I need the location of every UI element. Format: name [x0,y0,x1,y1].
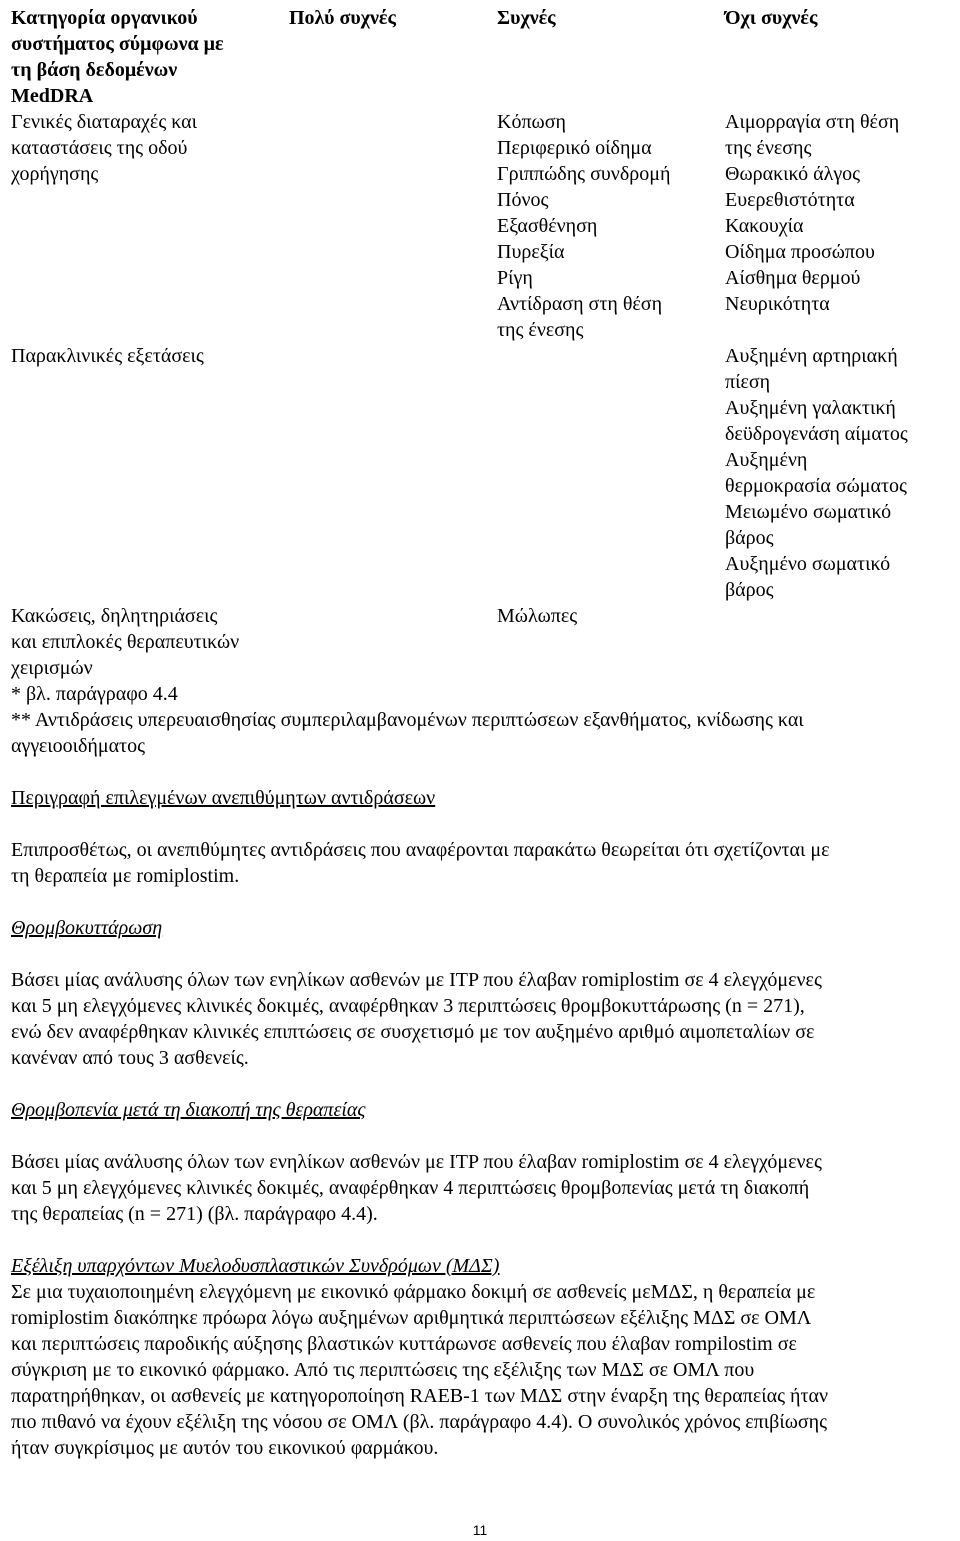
thrombocytopenia-heading: Θρομβοπενία μετά τη διακοπή της θεραπείας [11,1099,366,1121]
header-very-common: Πολύ συχνές [289,7,396,29]
header-category: Κατηγορία οργανικού συστήματος σύμφωνα με τη βάση δεδομένων MedDRA [11,7,224,107]
uncommon-cell [725,603,946,681]
very-common-cell [289,343,497,603]
thrombocytopenia-paragraph: Βάσει μίας ανάλυσης όλων των ενηλίκων ασθενών με ITP που έλαβαν romiplostim σε 4 ελεγχόμενες και 5 μη ελεγχόμενες κλινικές δοκιμές, αναφέρθηκαν 4 περιπτώσεις θρομβοπενίας μετά τη διακοπή της θεραπείας (n = 271) (βλ. παράγραφο 4.4). [11,1151,822,1225]
page-number: 11 [472,1522,488,1538]
very-common-cell [289,109,497,343]
uncommon-cell: Αυξημένη αρτηριακή πίεση Αυξημένη γαλακτική δεϋδρογενάση αίματος Αυξημένη θερμοκρασία σώματος Μειωμένο σωματικό βάρος Αυξημένο σωματικό βάρος [725,345,908,601]
table-row [11,603,946,681]
mds-heading: Εξέλιξη υπαρχόντων Μυελοδυσπλαστικών Συνδρόμων (ΜΔΣ) [11,1255,500,1277]
adverse-reactions-table [11,5,946,681]
table-row [11,109,946,343]
common-cell: Κόπωση Περιφερικό οίδημα Γριππώδης συνδρομή Πόνος Εξασθένηση Πυρεξία Ρίγη Αντίδραση στη θέση της ένεσης [497,111,671,341]
category-cell: Γενικές διαταραχές και καταστάσεις της οδού χορήγησης [11,111,197,185]
table-footnotes [11,681,946,759]
very-common-cell [289,603,497,681]
uncommon-cell: Αιμορραγία στη θέση της ένεσης Θωρακικό άλγος Ευερεθιστότητα Κακουχία Οίδημα προσώπου Αίσθημα θερμού Νευρικότητα [725,111,900,315]
common-cell: Μώλωπες [497,605,578,627]
footnote-2: ** Αντιδράσεις υπερευαισθησίας συμπεριλαμβανομένων περιπτώσεων εξανθήματος, κνίδωσης και [11,709,804,731]
common-cell [497,343,725,603]
table-header-row [11,5,946,109]
category-cell: Κακώσεις, δηλητηριάσεις και επιπλοκές θεραπευτικών χειρισμών [11,605,240,679]
document-page [11,5,946,1461]
thrombocytosis-heading: Θρομβοκυττάρωση [11,917,163,939]
selected-reactions-heading: Περιγραφή επιλεγμένων ανεπιθύμητων αντιδράσεων [11,787,436,809]
footnote-1: * βλ. παράγραφο 4.4 [11,683,178,705]
header-common: Συχνές [497,7,556,29]
category-cell: Παρακλινικές εξετάσεις [11,345,204,367]
mds-paragraph: Σε μια τυχαιοποιημένη ελεγχόμενη με εικονικό φάρμακο δοκιμή σε ασθενείς μεΜΔΣ, η θεραπεία με romiplostim διακόπηκε πρόωρα λόγω αυξημένων αριθμητικά περιπτώσεων εξέλιξης ΜΔΣ σε ΟΜΛ και περιπτώσεις παροδικής αύξησης βλαστικών κυττάρωνσε ασθενείς που έλαβαν rompilostim σε σύγκριση με το εικονικό φάρμακο. Από τις περιπτώσεις της εξέλιξης των ΜΔΣ σε ΟΜΛ που παρατηρήθηκαν, οι ασθενείς με κατηγοροποίηση RAEB-1 των ΜΔΣ στην έναρξη της θεραπείας ήταν πιο πιθανό να έχουν εξέλιξη της νόσου σε ΟΜΛ (βλ. παράγραφο 4.4). Ο συνολικός χρόνος επιβίωσης ήταν συγκρίσιμος με αυτόν του εικονικού φαρμάκου. [11,1281,829,1459]
table-row [11,343,946,603]
header-uncommon: Όχι συχνές [725,7,818,29]
intro-paragraph: Επιπροσθέτως, οι ανεπιθύμητες αντιδράσεις που αναφέρονται παρακάτω θεωρείται ότι σχετίζονται με τη θεραπεία με romiplostim. [11,839,830,887]
thrombocytosis-paragraph: Βάσει μίας ανάλυσης όλων των ενηλίκων ασθενών με ITP που έλαβαν romiplostim σε 4 ελεγχόμενες και 5 μη ελεγχόμενες κλινικές δοκιμές, αναφέρθηκαν 3 περιπτώσεις θρομβοκυττάρωσης (n = 271), ενώ δεν αναφέρθηκαν κλινικές επιπτώσεις σε συσχετισμό με τον αυξημένο αριθμό αιμοπεταλίων σε κανέναν από τους 3 ασθενείς. [11,969,822,1069]
footnote-2-cont: αγγειοοιδήματος [11,735,146,757]
